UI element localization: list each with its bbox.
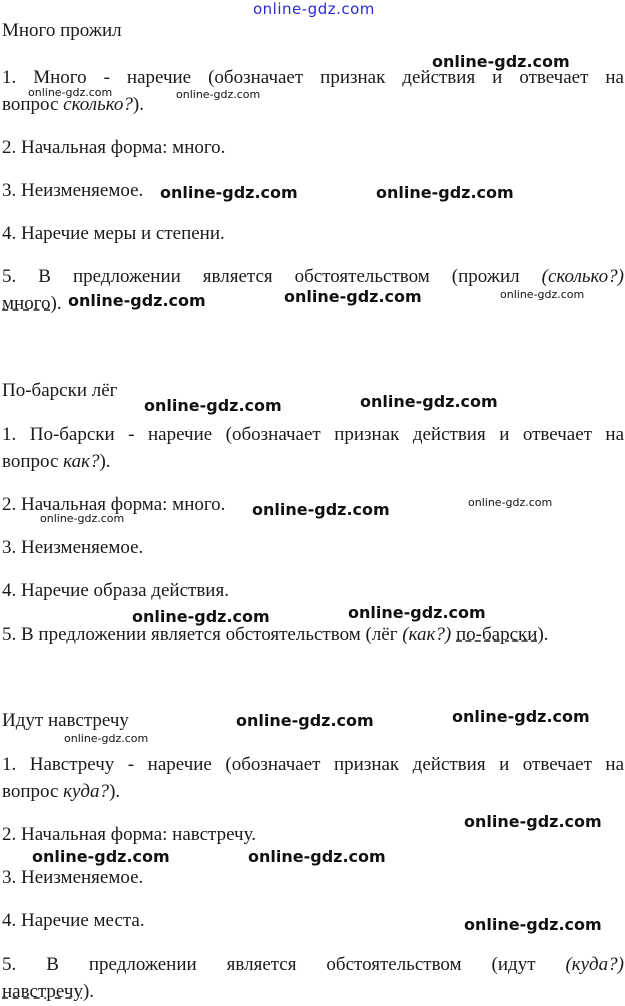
- watermark-small: online-gdz.com: [40, 512, 125, 525]
- section-1-title: Много прожил: [2, 20, 122, 41]
- top-watermark: online-gdz.com: [253, 0, 375, 18]
- section-1-point-1-cont: вопрос сколько?).: [2, 94, 144, 115]
- section-3-point-5: 5. В предложении является обстоятельством (идут (куда?): [2, 954, 624, 975]
- watermark: online-gdz.com: [376, 183, 514, 202]
- watermark: online-gdz.com: [248, 847, 386, 866]
- section-2-point-2: 2. Начальная форма: много.: [2, 494, 226, 515]
- watermark: online-gdz.com: [464, 812, 602, 831]
- watermark: online-gdz.com: [360, 392, 498, 411]
- section-2-point-1-cont: вопрос как?).: [2, 451, 111, 472]
- watermark-small: online-gdz.com: [468, 496, 553, 509]
- section-1-point-3: 3. Неизменяемое.: [2, 180, 144, 201]
- watermark: online-gdz.com: [284, 287, 422, 306]
- section-2-point-4: 4. Наречие образа действия.: [2, 580, 229, 601]
- watermark: online-gdz.com: [236, 711, 374, 730]
- watermark: online-gdz.com: [452, 707, 590, 726]
- section-3-point-2: 2. Начальная форма: навстречу.: [2, 824, 256, 845]
- watermark: online-gdz.com: [68, 291, 206, 310]
- section-1-point-2: 2. Начальная форма: много.: [2, 137, 226, 158]
- watermark: online-gdz.com: [144, 396, 282, 415]
- section-3-point-4: 4. Наречие места.: [2, 910, 145, 931]
- watermark: online-gdz.com: [132, 607, 270, 626]
- section-2-point-3: 3. Неизменяемое.: [2, 537, 144, 558]
- section-1-point-5: 5. В предложении является обстоятельством (прожил (сколько?): [2, 266, 624, 287]
- section-1-point-4: 4. Наречие меры и степени.: [2, 223, 225, 244]
- watermark: online-gdz.com: [432, 52, 570, 71]
- section-3-point-1-cont: вопрос куда?).: [2, 781, 121, 802]
- watermark: online-gdz.com: [32, 847, 170, 866]
- section-2-title: По-барски лёг: [2, 380, 118, 401]
- section-2-point-5: 5. В предложении является обстоятельством (лёг (как?) по-барски).: [2, 624, 549, 645]
- watermark: online-gdz.com: [252, 500, 390, 519]
- section-1-point-5-cont: много).: [2, 293, 62, 314]
- watermark: online-gdz.com: [160, 183, 298, 202]
- watermark: online-gdz.com: [464, 915, 602, 934]
- watermark-small: online-gdz.com: [64, 732, 149, 745]
- section-3-point-3: 3. Неизменяемое.: [2, 867, 144, 888]
- section-3-point-1: 1. Навстречу - наречие (обозначает признак действия и отвечает на: [2, 754, 624, 775]
- section-2-point-1: 1. По-барски - наречие (обозначает признак действия и отвечает на: [2, 424, 624, 445]
- watermark-small: online-gdz.com: [500, 288, 585, 301]
- section-3-title: Идут навстречу: [2, 710, 129, 731]
- watermark-small: online-gdz.com: [28, 86, 113, 99]
- watermark-small: online-gdz.com: [176, 88, 261, 101]
- section-1-point-1: 1. Много - наречие (обозначает признак действия и отвечает на: [2, 67, 624, 88]
- watermark: online-gdz.com: [348, 603, 486, 622]
- section-3-point-5-cont: навстречу).: [2, 981, 95, 1002]
